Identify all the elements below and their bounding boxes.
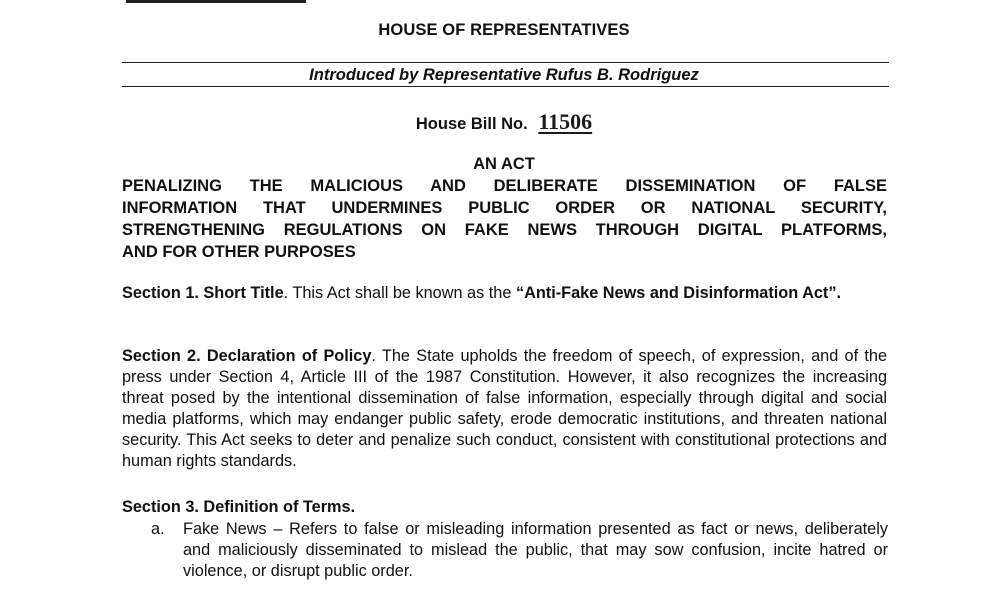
section-1-title: Section 1. Short Title: [122, 284, 284, 302]
act-title-line: INFORMATION THAT UNDERMINES PUBLIC ORDER OR NATIONAL SECURITY,: [122, 199, 887, 217]
act-title-line: PENALIZING THE MALICIOUS AND DELIBERATE DISSEMINATION OF FALSE: [122, 177, 887, 195]
section-1-quoted-title: “Anti-Fake News and Disinformation Act”.: [515, 284, 841, 302]
section-3-title: Section 3. Definition of Terms.: [122, 498, 356, 516]
list-item-text: Fake News – Refers to false or misleading information presented as fact or news, deliberately and maliciously disseminated to mislead the public, that may sow confusion, incite hatred or violence, or disrupt public order.: [183, 520, 888, 580]
bottom-rule: [122, 86, 889, 87]
chamber-heading: HOUSE OF REPRESENTATIVES: [378, 21, 630, 39]
cropped-header-fragment: [126, 0, 306, 3]
act-heading: AN ACT: [473, 155, 535, 173]
bill-number: 11506: [538, 109, 593, 134]
section-2-title: Section 2. Declaration of Policy: [122, 347, 372, 365]
section-1: [122, 283, 887, 304]
section-1-body: . This Act shall be known as the: [283, 284, 516, 302]
act-title-line: STRENGTHENING REGULATIONS ON FAKE NEWS THROUGH DIGITAL PLATFORMS,: [122, 221, 887, 239]
bill-label: House Bill No.: [415, 115, 528, 133]
act-title: [122, 175, 887, 263]
definition-list: [151, 519, 888, 582]
section-2-body: . The State upholds the freedom of speech, of expression, and of the press under Section 4, Article III of the 1987 Constitution. However, it also recognizes the increasing threat posed by the intentional dissemination of false information, especially through digital and social media platforms, which may endanger public safety, erode democratic institutions, and threaten national security. This Act seeks to deter and penalize such conduct, consistent with constitutional protections and human rights standards.: [122, 347, 888, 470]
list-item-marker: a.: [151, 520, 165, 538]
top-rule: [122, 62, 889, 63]
bill-number-line: [0, 109, 1008, 135]
section-2: [122, 346, 887, 472]
list-item: [151, 519, 888, 582]
act-title-line: AND FOR OTHER PURPOSES: [122, 243, 356, 261]
section-3: [122, 497, 887, 518]
introducer-line: Introduced by Representative Rufus B. Rodriguez: [309, 66, 699, 84]
